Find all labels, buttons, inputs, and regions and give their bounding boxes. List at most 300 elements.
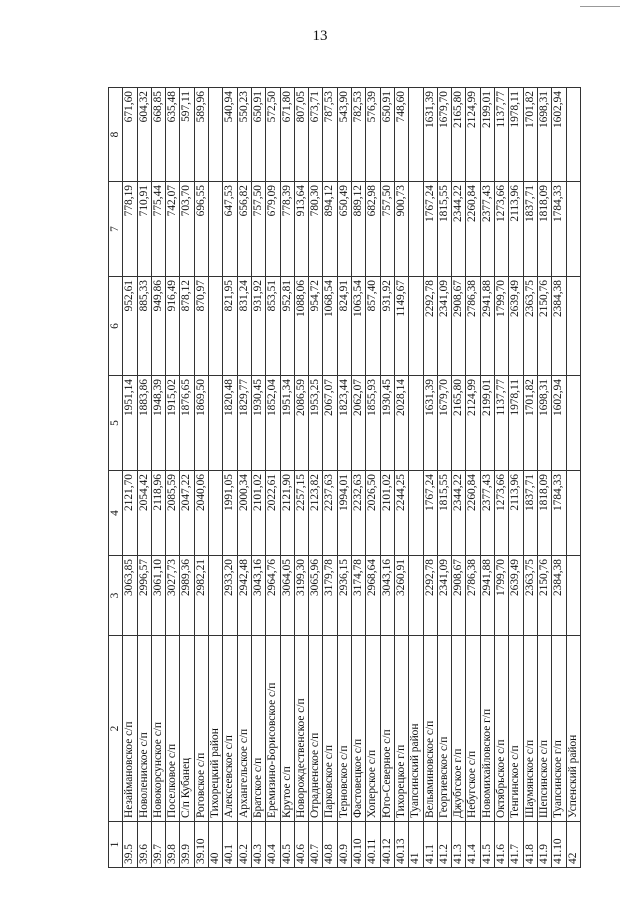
value-cell: 3043,16	[251, 556, 265, 636]
column-number: 7	[109, 182, 123, 277]
row-code: 40.4	[266, 822, 280, 868]
corner-mark	[580, 6, 620, 9]
value-cell: 889,12	[352, 182, 366, 277]
row-code: 40.1	[223, 822, 237, 868]
value-cell: 1679,70	[437, 88, 451, 182]
value-cell: 1273,66	[495, 182, 509, 277]
value-cell: 3199,30	[294, 556, 308, 636]
settlement-name: Тенгинское с/п	[509, 636, 523, 822]
row-code: 41	[409, 822, 423, 868]
settlement-name: Георгиевское с/п	[437, 636, 451, 822]
value-cell: 1930,45	[251, 376, 265, 471]
settlement-name: Парковское с/п	[323, 636, 337, 822]
value-cell: 2067,07	[323, 376, 337, 471]
value-cell	[209, 376, 223, 471]
value-cell: 2341,09	[437, 556, 451, 636]
table-row	[552, 88, 566, 868]
table-row	[409, 88, 423, 868]
value-cell	[566, 88, 580, 182]
value-cell: 1799,70	[495, 556, 509, 636]
value-cell: 870,97	[194, 277, 208, 376]
value-cell: 2124,99	[466, 88, 480, 182]
row-code: 42	[566, 822, 580, 868]
row-code: 41.9	[537, 822, 551, 868]
value-cell: 2968,64	[366, 556, 380, 636]
value-cell: 1698,31	[537, 88, 551, 182]
page-number: 13	[312, 28, 328, 44]
value-cell: 2086,59	[294, 376, 308, 471]
column-number: 6	[109, 277, 123, 376]
value-cell: 2054,42	[137, 471, 151, 556]
value-cell: 3174,78	[352, 556, 366, 636]
value-cell: 2908,67	[452, 556, 466, 636]
row-code: 39.9	[180, 822, 194, 868]
value-cell: 2113,96	[509, 182, 523, 277]
value-cell: 1137,77	[495, 376, 509, 471]
value-cell: 2982,21	[194, 556, 208, 636]
settlement-name: Тихорецкий район	[209, 636, 223, 822]
value-cell: 1820,48	[223, 376, 237, 471]
value-cell	[566, 471, 580, 556]
value-cell: 3027,73	[166, 556, 180, 636]
value-cell: 2989,36	[180, 556, 194, 636]
settlement-name: Новорождественское с/п	[294, 636, 308, 822]
value-cell: 2150,76	[537, 277, 551, 376]
value-cell	[209, 277, 223, 376]
value-cell: 1991,05	[223, 471, 237, 556]
value-cell: 2121,90	[280, 471, 294, 556]
value-cell: 2941,88	[480, 277, 494, 376]
value-cell: 2964,76	[266, 556, 280, 636]
value-cell: 1876,65	[180, 376, 194, 471]
value-cell: 1273,66	[495, 471, 509, 556]
value-cell: 853,51	[266, 277, 280, 376]
value-cell: 572,50	[266, 88, 280, 182]
value-cell: 2786,38	[466, 277, 480, 376]
value-cell	[409, 88, 423, 182]
value-cell: 1951,14	[123, 376, 137, 471]
value-cell: 650,49	[337, 182, 351, 277]
value-cell: 2377,43	[480, 471, 494, 556]
value-cell: 2165,80	[452, 376, 466, 471]
value-cell: 2237,63	[323, 471, 337, 556]
value-cell: 2908,67	[452, 277, 466, 376]
value-cell: 2123,82	[309, 471, 323, 556]
table-row	[151, 88, 165, 868]
row-code: 40.2	[237, 822, 251, 868]
value-cell: 954,72	[309, 277, 323, 376]
value-cell: 2344,22	[452, 182, 466, 277]
row-code: 40.9	[337, 822, 351, 868]
value-cell: 2085,59	[166, 471, 180, 556]
row-code: 39.5	[123, 822, 137, 868]
value-cell: 668,85	[151, 88, 165, 182]
value-cell: 1631,39	[423, 376, 437, 471]
value-cell: 775,44	[151, 182, 165, 277]
value-cell: 550,23	[237, 88, 251, 182]
value-cell: 1815,55	[437, 182, 451, 277]
rotated-table-wrapper	[108, 88, 579, 868]
value-cell: 2260,84	[466, 182, 480, 277]
value-cell: 3260,91	[394, 556, 408, 636]
value-cell: 1063,54	[352, 277, 366, 376]
value-cell: 1701,82	[523, 376, 537, 471]
row-code: 40.12	[380, 822, 394, 868]
value-cell: 787,53	[323, 88, 337, 182]
row-code: 41.10	[552, 822, 566, 868]
rotated-table-area	[108, 88, 579, 868]
value-cell: 885,33	[137, 277, 151, 376]
settlement-name: Джубгское г/п	[452, 636, 466, 822]
value-cell	[209, 182, 223, 277]
settlement-name: Шепсинское с/п	[537, 636, 551, 822]
value-cell: 1978,11	[509, 88, 523, 182]
value-cell: 1698,31	[537, 376, 551, 471]
table-row	[209, 88, 223, 868]
table-row	[495, 88, 509, 868]
value-cell: 2028,14	[394, 376, 408, 471]
value-cell: 597,11	[180, 88, 194, 182]
value-cell: 3061,10	[151, 556, 165, 636]
column-number: 4	[109, 471, 123, 556]
value-cell	[566, 376, 580, 471]
value-cell: 2377,43	[480, 182, 494, 277]
value-cell: 1829,77	[237, 376, 251, 471]
settlement-name: Шаумянское с/п	[523, 636, 537, 822]
value-cell: 2165,80	[452, 88, 466, 182]
value-cell	[409, 182, 423, 277]
settlement-name: Алексеевское с/п	[223, 636, 237, 822]
settlement-name: Юго-Северное с/п	[380, 636, 394, 822]
value-cell: 1799,70	[495, 277, 509, 376]
value-cell: 650,91	[380, 88, 394, 182]
column-number: 5	[109, 376, 123, 471]
settlement-name: Фастовецкое с/п	[352, 636, 366, 822]
value-cell: 778,39	[280, 182, 294, 277]
table-row	[123, 88, 137, 868]
value-cell: 2639,49	[509, 277, 523, 376]
value-cell	[566, 182, 580, 277]
row-code: 41.8	[523, 822, 537, 868]
value-cell: 710,91	[137, 182, 151, 277]
value-cell: 2639,49	[509, 556, 523, 636]
settlement-name: Вельяминовское с/п	[423, 636, 437, 822]
value-cell: 1818,09	[537, 182, 551, 277]
value-cell: 3065,96	[309, 556, 323, 636]
value-cell: 1602,94	[552, 376, 566, 471]
value-cell: 2101,02	[380, 471, 394, 556]
table-row	[294, 88, 308, 868]
settlement-name: Поселковое с/п	[166, 636, 180, 822]
value-cell	[409, 277, 423, 376]
column-number-row	[109, 88, 123, 868]
value-cell: 1701,82	[523, 88, 537, 182]
value-cell: 878,12	[180, 277, 194, 376]
value-cell: 2363,75	[523, 556, 537, 636]
value-cell: 3063,85	[123, 556, 137, 636]
value-cell: 2363,75	[523, 277, 537, 376]
value-cell: 2150,76	[537, 556, 551, 636]
value-cell: 1883,86	[137, 376, 151, 471]
value-cell: 742,07	[166, 182, 180, 277]
row-code: 39.10	[194, 822, 208, 868]
value-cell: 673,71	[309, 88, 323, 182]
value-cell	[209, 88, 223, 182]
value-cell: 1948,39	[151, 376, 165, 471]
value-cell: 2000,34	[237, 471, 251, 556]
table-row	[266, 88, 280, 868]
value-cell: 1818,09	[537, 471, 551, 556]
row-code: 39.7	[151, 822, 165, 868]
value-cell: 647,53	[223, 182, 237, 277]
table-row	[337, 88, 351, 868]
table-row	[194, 88, 208, 868]
settlement-name: Незаймановское с/п	[123, 636, 137, 822]
row-code: 40.7	[309, 822, 323, 868]
settlement-name: Братское с/п	[251, 636, 265, 822]
table-row	[366, 88, 380, 868]
value-cell: 857,40	[366, 277, 380, 376]
value-cell: 540,94	[223, 88, 237, 182]
value-cell: 2113,96	[509, 471, 523, 556]
table-row	[452, 88, 466, 868]
table-row	[137, 88, 151, 868]
value-cell: 2292,78	[423, 556, 437, 636]
value-cell: 2942,48	[237, 556, 251, 636]
value-cell: 679,09	[266, 182, 280, 277]
row-code: 41.2	[437, 822, 451, 868]
row-code: 39.6	[137, 822, 151, 868]
value-cell: 2941,88	[480, 556, 494, 636]
table-row	[251, 88, 265, 868]
row-code: 40.8	[323, 822, 337, 868]
row-code: 40	[209, 822, 223, 868]
value-cell: 671,80	[280, 88, 294, 182]
settlement-name: Новокорсунское с/п	[151, 636, 165, 822]
row-code: 41.6	[495, 822, 509, 868]
value-cell: 2996,57	[137, 556, 151, 636]
value-cell: 1852,04	[266, 376, 280, 471]
value-cell: 2933,20	[223, 556, 237, 636]
value-cell: 1869,50	[194, 376, 208, 471]
value-cell: 1767,24	[423, 471, 437, 556]
value-cell: 931,92	[251, 277, 265, 376]
value-cell	[566, 277, 580, 376]
value-cell: 2124,99	[466, 376, 480, 471]
value-cell: 780,30	[309, 182, 323, 277]
table-row	[437, 88, 451, 868]
settlement-name: Отрадненское с/п	[309, 636, 323, 822]
settlement-name: Туапсинский район	[409, 636, 423, 822]
value-cell: 831,24	[237, 277, 251, 376]
row-code: 40.10	[352, 822, 366, 868]
row-code: 41.1	[423, 822, 437, 868]
table-row	[537, 88, 551, 868]
column-number: 2	[109, 636, 123, 822]
settlement-name: Октябрьское с/п	[495, 636, 509, 822]
value-cell: 2232,63	[352, 471, 366, 556]
table-row	[223, 88, 237, 868]
value-cell: 635,48	[166, 88, 180, 182]
value-cell: 916,49	[166, 277, 180, 376]
settlement-name: Небугское с/п	[466, 636, 480, 822]
value-cell: 757,50	[380, 182, 394, 277]
table-row	[180, 88, 194, 868]
table-row	[166, 88, 180, 868]
value-cell: 1088,06	[294, 277, 308, 376]
value-cell	[566, 556, 580, 636]
row-code: 41.7	[509, 822, 523, 868]
settlement-name: Крутое с/п	[280, 636, 294, 822]
value-cell: 1679,70	[437, 376, 451, 471]
table-row	[480, 88, 494, 868]
value-cell: 1978,11	[509, 376, 523, 471]
value-cell: 1915,02	[166, 376, 180, 471]
row-code: 40.5	[280, 822, 294, 868]
value-cell: 2026,50	[366, 471, 380, 556]
table-row	[523, 88, 537, 868]
table-row	[309, 88, 323, 868]
row-code: 40.6	[294, 822, 308, 868]
value-cell: 576,39	[366, 88, 380, 182]
table-row	[323, 88, 337, 868]
column-number: 3	[109, 556, 123, 636]
value-cell: 2344,22	[452, 471, 466, 556]
value-cell: 1767,24	[423, 182, 437, 277]
value-cell: 671,60	[123, 88, 137, 182]
value-cell: 1994,01	[337, 471, 351, 556]
value-cell: 1815,55	[437, 471, 451, 556]
settlement-name: Терновское с/п	[337, 636, 351, 822]
value-cell: 2040,06	[194, 471, 208, 556]
value-cell	[409, 556, 423, 636]
value-cell: 821,95	[223, 277, 237, 376]
value-cell: 931,92	[380, 277, 394, 376]
settlement-name: Роговское с/п	[194, 636, 208, 822]
tariff-table	[108, 87, 581, 868]
value-cell: 824,91	[337, 277, 351, 376]
value-cell: 656,82	[237, 182, 251, 277]
settlement-name: Успенский район	[566, 636, 580, 822]
value-cell: 900,73	[394, 182, 408, 277]
row-code: 40.13	[394, 822, 408, 868]
value-cell: 807,05	[294, 88, 308, 182]
settlement-name: Тихорецкое г/п	[394, 636, 408, 822]
value-cell: 2022,61	[266, 471, 280, 556]
row-code: 41.5	[480, 822, 494, 868]
value-cell	[409, 471, 423, 556]
value-cell: 2199,01	[480, 88, 494, 182]
settlement-name: Еремизино-Борисовское с/п	[266, 636, 280, 822]
value-cell: 2292,78	[423, 277, 437, 376]
value-cell: 2936,15	[337, 556, 351, 636]
row-code: 40.3	[251, 822, 265, 868]
table-row	[509, 88, 523, 868]
value-cell: 2786,38	[466, 556, 480, 636]
value-cell: 1855,93	[366, 376, 380, 471]
value-cell: 1602,94	[552, 88, 566, 182]
settlement-name: Новомихайловское г/п	[480, 636, 494, 822]
value-cell: 2118,96	[151, 471, 165, 556]
value-cell: 589,96	[194, 88, 208, 182]
value-cell: 2384,38	[552, 556, 566, 636]
settlement-name: Новолениское с/п	[137, 636, 151, 822]
value-cell: 1784,33	[552, 471, 566, 556]
value-cell: 1837,71	[523, 471, 537, 556]
value-cell: 2121,70	[123, 471, 137, 556]
settlement-name: Хоперское с/п	[366, 636, 380, 822]
value-cell: 604,32	[137, 88, 151, 182]
value-cell: 1837,71	[523, 182, 537, 277]
value-cell: 3064,05	[280, 556, 294, 636]
value-cell: 2257,15	[294, 471, 308, 556]
table-body	[109, 88, 581, 868]
row-code: 41.4	[466, 822, 480, 868]
value-cell: 1137,77	[495, 88, 509, 182]
value-cell: 1953,25	[309, 376, 323, 471]
value-cell: 2244,25	[394, 471, 408, 556]
value-cell: 1068,54	[323, 277, 337, 376]
value-cell: 757,50	[251, 182, 265, 277]
row-code: 41.3	[452, 822, 466, 868]
value-cell: 2062,07	[352, 376, 366, 471]
value-cell: 682,98	[366, 182, 380, 277]
settlement-name: С/п Кубанец	[180, 636, 194, 822]
table-row	[237, 88, 251, 868]
value-cell	[209, 471, 223, 556]
table-row	[280, 88, 294, 868]
value-cell: 3043,16	[380, 556, 394, 636]
value-cell: 782,53	[352, 88, 366, 182]
table-row	[380, 88, 394, 868]
value-cell: 949,86	[151, 277, 165, 376]
value-cell: 703,70	[180, 182, 194, 277]
value-cell	[209, 556, 223, 636]
table-row	[466, 88, 480, 868]
value-cell: 894,12	[323, 182, 337, 277]
value-cell: 2384,38	[552, 277, 566, 376]
settlement-name: Архангельское с/п	[237, 636, 251, 822]
table-row	[423, 88, 437, 868]
value-cell: 1951,34	[280, 376, 294, 471]
column-number: 8	[109, 88, 123, 182]
row-code: 39.8	[166, 822, 180, 868]
value-cell: 1823,44	[337, 376, 351, 471]
value-cell: 2199,01	[480, 376, 494, 471]
value-cell: 1149,67	[394, 277, 408, 376]
value-cell: 2260,84	[466, 471, 480, 556]
value-cell: 543,90	[337, 88, 351, 182]
value-cell: 913,64	[294, 182, 308, 277]
value-cell: 1631,39	[423, 88, 437, 182]
value-cell: 748,60	[394, 88, 408, 182]
table-row	[394, 88, 408, 868]
value-cell: 2101,02	[251, 471, 265, 556]
value-cell: 778,19	[123, 182, 137, 277]
value-cell: 3179,78	[323, 556, 337, 636]
column-number: 1	[109, 822, 123, 868]
value-cell: 952,81	[280, 277, 294, 376]
table-row	[352, 88, 366, 868]
value-cell: 1930,45	[380, 376, 394, 471]
value-cell: 952,61	[123, 277, 137, 376]
settlement-name: Туапсинское г/п	[552, 636, 566, 822]
value-cell: 2341,09	[437, 277, 451, 376]
value-cell: 2047,22	[180, 471, 194, 556]
value-cell	[409, 376, 423, 471]
row-code: 40.11	[366, 822, 380, 868]
value-cell: 650,91	[251, 88, 265, 182]
